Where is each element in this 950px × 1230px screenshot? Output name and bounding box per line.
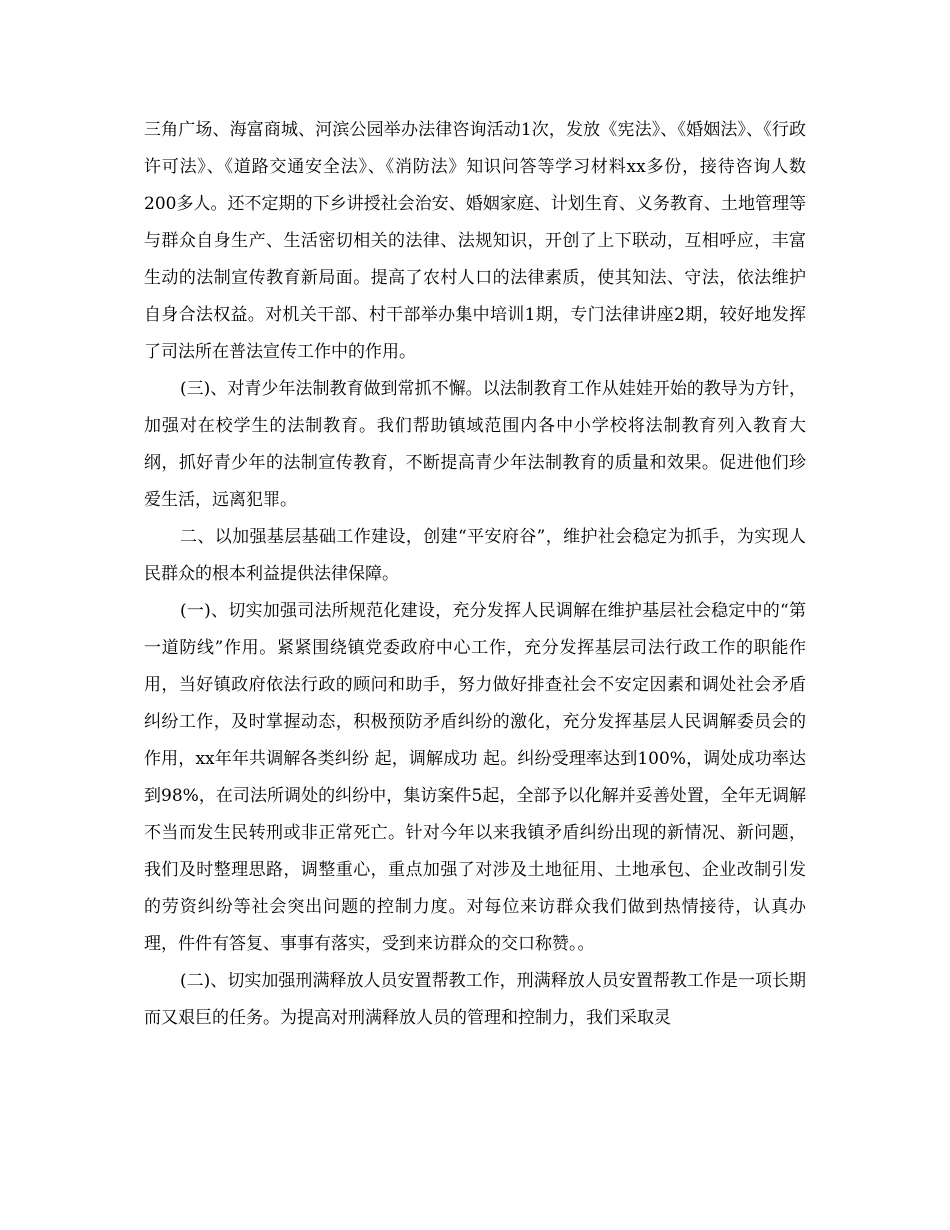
document-body	[144, 112, 806, 1037]
paragraph-released-persons: (二)、切实加强刑满释放人员安置帮教工作，刑满释放人员安置帮教工作是一项长期而又艰巨的任务。为提高对刑满释放人员的管理和控制力，我们采取灵	[144, 971, 806, 1028]
paragraph-section-two-heading: 二、以加强基层基础工作建设，创建“平安府谷”，维护社会稳定为抓手，为实现人民群众的根本利益提供法律保障。	[144, 527, 806, 584]
paragraph-youth-education: (三)、对青少年法制教育做到常抓不懈。以法制教育工作从娃娃开始的教导为方针，加强对在校学生的法制教育。我们帮助镇域范围内各中小学校将法制教育列入教育大纲，抓好青少年的法制宣传教育，不断提高青少年法制教育的质量和效果。促进他们珍爱生活，远离犯罪。	[144, 379, 806, 510]
paragraph-continuation: 三角广场、海富商城、河滨公园举办法律咨询活动1次，发放《宪法》、《婚姻法》、《行政许可法》、《道路交通安全法》、《消防法》知识问答等学习材料xx多份，接待咨询人数200多人。还不定期的下乡讲授社会治安、婚姻家庭、计划生育、义务教育、土地管理等与群众自身生产、生活密切相关的法律、法规知识，开创了上下联动，互相呼应，丰富生动的法制宣传教育新局面。提高了农村人口的法律素质，使其知法、守法，依法维护自身合法权益。对机关干部、村干部举办集中培训1期，专门法律讲座2期，较好地发挥了司法所在普法宣传工作中的作用。	[144, 120, 806, 362]
paragraph-mediation: (一)、切实加强司法所规范化建设，充分发挥人民调解在维护基层社会稳定中的“第一道防线”作用。紧紧围绕镇党委政府中心工作，充分发挥基层司法行政工作的职能作用，当好镇政府依法行政的顾问和助手，努力做好排查社会不安定因素和调处社会矛盾纠纷工作，及时掌握动态，积极预防矛盾纠纷的激化，充分发挥基层人民调解委员会的作用，xx年年共调解各类纠纷 起，调解成功 起。纠纷受理率达到100%，调处成功率达到98%，在司法所调处的纠纷中，集访案件5起，全部予以化解并妥善处置，全年无调解不当而发生民转刑或非正常死亡。针对今年以来我镇矛盾纠纷出现的新情况、新问题，我们及时整理思路，调整重心，重点加强了对涉及土地征用、土地承包、企业改制引发的劳资纠纷等社会突出问题的控制力度。对每位来访群众我们做到热情接待，认真办理，件件有答复、事事有落实，受到来访群众的交口称赞。。	[144, 601, 806, 954]
